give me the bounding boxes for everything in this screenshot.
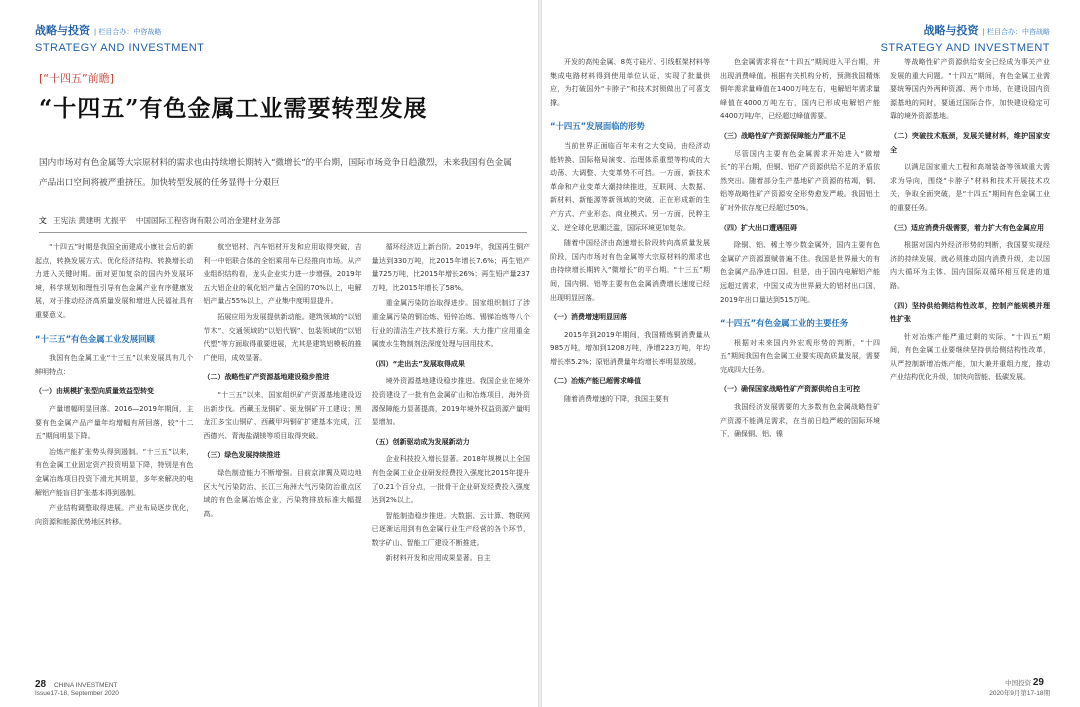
article-lede: 国内市场对有色金属等大宗原材料的需求也由持续增长期转入“微增长”的平台期，国际市场竞争日趋激烈，未来我国有色金属产品出口空间将被严重挤压。加快转型发展的任务显得十分艰巨 xyxy=(39,158,512,188)
paragraph: 重金属污染防治取得进步。国家组织制订了涉重金属污染的铜冶炼、铅锌冶炼、锡锑冶炼等八个行业的清洁生产技术推行方案。大力推广应用重金属废水生物制剂法深度处理与回用技术。 xyxy=(371,299,530,349)
paragraph: 产量增幅明显回落。2016—2019年期间，主要有色金属产品产量年均增幅有所回落，较“十二五”期间明显下降。 xyxy=(35,404,194,441)
right-issue: 2020年9月第17-18期 xyxy=(989,690,1050,697)
text-column xyxy=(720,56,880,646)
subsection-heading: （五）创新驱动成为发展新动力 xyxy=(371,437,470,446)
left-issue: Issue17-18, September 2020 xyxy=(35,690,119,697)
section-title: 战略与投资 xyxy=(35,24,90,37)
section-title-en: STRATEGY AND INVESTMENT xyxy=(880,41,1050,54)
subsection-heading: （二）冶炼产能已超需求峰值 xyxy=(550,377,641,386)
paragraph: 我国有色金属工业“十三五”以来发展具有几个鲜明特点： xyxy=(35,354,194,376)
section-heading: “十三五”有色金属工业发展回顾 xyxy=(35,333,155,344)
byline xyxy=(39,215,528,226)
paragraph: 针对冶炼产能严重过剩的实际，“十四五”期间，有色金属工业要继续坚持供给侧结构性改革，从严控制新增冶炼产能，加大兼并重组力度，推动产业结构优化升级，加快向智能、低碳发展。 xyxy=(890,332,1050,382)
paragraph: 循环经济迈上新台阶。2019年，我国再生铜产量达到330万吨，比2015年增长7.6%；再生铝产量725万吨，比2015年增长26%；再生铅产量237万吨，比2015年增长了58%。 xyxy=(371,243,530,292)
subsection-heading: （一）消费增速明显回落 xyxy=(550,313,627,322)
subsection-heading: （三）绿色发展持续推进 xyxy=(203,451,281,460)
paragraph: 企业科技投入增长显著。2018年规模以上全国有色金属工业企业研发经费投入强度比2015年提升了0.21个百分点，一批骨干企业研发经费投入强度达到2%以上。 xyxy=(371,455,530,505)
article-title: “十四五”有色金属工业需要转型发展 xyxy=(39,95,428,122)
left-footer xyxy=(35,679,119,697)
page-number-left: 28 xyxy=(35,679,47,690)
paragraph: 色金属需求将在“十四五”期间进入平台期，并出现消费峰值。根据有关机构分析，预测我国精炼铜年需求量峰值在1400万吨左右，电解铝年需求量峰值在4000万吨左右，国内已形成电解铝产能4400万吨/年，已经超过峰值需要。 xyxy=(720,58,880,121)
byline-label: 文 xyxy=(39,216,47,225)
divider xyxy=(39,232,527,233)
paragraph: 拓展应用为发展提供新动能。建筑领域的“以铝节木”、交通领域的“以铝代钢”、包装领域的“以铝代塑”等方面取得重要进展，尤其是建筑铝模板的推广使用，成效显著。 xyxy=(203,312,362,362)
left-page xyxy=(0,0,538,707)
section-heading: “十四五”发展面临的形势 xyxy=(550,121,645,132)
section-title: 战略与投资 xyxy=(923,24,979,37)
authors: 王宪法 黄建明 尤振平 xyxy=(53,216,127,225)
subsection-heading: （三）适应消费升级需要，着力扩大有色金属应用 xyxy=(890,223,1044,232)
paragraph: 根据对未来国内外宏观形势的判断，“十四五”期间我国有色金属工业要实现高质量发展，需要完成四大任务。 xyxy=(720,338,880,374)
paragraph: 2015年到2019年期间，我国精炼铜消费量从985万吨，增加到1208万吨，净增223万吨，年均增长率5.2%；原铝消费量年均增长率明显放缓。 xyxy=(550,330,710,366)
paragraph: 新材料开发和应用成果显著。自主 xyxy=(385,554,491,563)
subsection-heading: （四）“走出去”发展取得成果 xyxy=(371,359,465,368)
author-org: 中国国际工程咨询有限公司冶金建材业务部 xyxy=(135,216,281,225)
paragraph: 等战略性矿产资源供给安全已经成为事关产业发展的重大问题。“十四五”期间，有色金属工业需要统筹国内外两种资源、两个市场，在建设国内资源基地的同时，要通过国际合作，加快建设稳定可靠的境外资源基地。 xyxy=(890,58,1050,121)
text-column xyxy=(890,56,1050,646)
right-footer xyxy=(989,677,1050,697)
paragraph: 随着中国经济由高速增长阶段转向高质量发展阶段，国内市场对有色金属等大宗原材料的需求也由持续增长期转入“微增长”的平台期。“十三五”期间，国内铜、铝等主要有色金属消费增长速度已经出现明显回落。 xyxy=(550,239,710,302)
right-pub: 中国投资 xyxy=(1005,680,1032,687)
section-title-en: STRATEGY AND INVESTMENT xyxy=(35,41,205,54)
right-body-columns xyxy=(550,56,1050,646)
text-column xyxy=(372,241,530,646)
right-page xyxy=(542,0,1080,707)
page-number-right: 29 xyxy=(1032,677,1044,688)
paragraph: 根据对国内外经济形势的判断，我国要实现经济的持续发展，就必须推动国内消费升级，走以国内大循环为主体、国内国际双循环相互促进的道路。 xyxy=(890,241,1050,290)
paragraph: 智能制造稳步推进。大数据、云计算、物联网已逐渐运用到有色金属行业生产经营的各个环节，数字矿山、智能工厂建设不断推进。 xyxy=(371,511,530,547)
subsection-heading: （一）由规模扩张型向质量效益型转变 xyxy=(35,387,154,396)
kicker: [“十四五”前瞻] xyxy=(39,72,114,85)
paragraph: 产业结构调整取得进展。产业布局逐步优化，向资源和能源优势地区转移。 xyxy=(35,504,194,526)
right-header: 战略与投资 | 栏目合办：中咨战略 STRATEGY AND INVESTMENT xyxy=(550,22,1050,56)
paragraph: 以满足国家重大工程和高端装备等领域重大需求为导向，围绕“卡脖子”材料和技术开展技术攻关，争取全面突破，是“十四五”期间有色金属工业的重要任务。 xyxy=(890,163,1050,212)
paragraph: 我国经济发展需要的大多数有色金属战略性矿产资源不能满足需求，在当前日趋严峻的国际环境下，确保铜、铝、镍 xyxy=(720,403,880,439)
column-label: 栏目合办：中咨战略 xyxy=(987,28,1050,36)
column-label: 栏目合办：中咨战略 xyxy=(98,28,162,36)
paragraph: 开发的高纯金属、8英寸硅片、引线框架材料等集成电路材料得到使用单位认证，实现了批量供应，为打破国外“卡脖子”和技术封锁做出了可喜支撑。 xyxy=(550,58,710,107)
paragraph: 冶炼产能扩张势头得到遏制。“十三五”以来，有色金属工业固定资产投资明显下降，特别是有色金属冶炼项目投资下滑尤其明显，多年来解决的电解铝产能盲目扩张基本得到遏制。 xyxy=(35,447,194,497)
subsection-heading: （三）战略性矿产资源保障能力严重不足 xyxy=(720,131,846,140)
left-body-columns xyxy=(35,241,530,646)
paragraph: 除铜、铝、稀土等少数金属外，国内主要有色金属矿产资源禀赋普遍不佳。我国是世界最大的有色金属产品净进口国。但是，由于国内电解铝产能远超过需求，中国又成为世界最大的铝材出口国，2019年出口量达到515万吨。 xyxy=(720,241,880,304)
text-column xyxy=(550,56,710,646)
section-heading: “十四五”有色金属工业的主要任务 xyxy=(720,318,849,329)
paragraph: 当前世界正面临百年未有之大变局，由经济动能转换、国际格局演变、治理体系重塑等构成的大动荡、大调整、大变革势不可挡。一方面，新技术革命和产业变革大潮持续推进，互联网、大数据、新材料、新能源等新领域的突破，正在形成新的生产方式、产业形态、商业模式。另一方面，民粹主义、逆全球化思潮泛滥，国际环境更加复杂。 xyxy=(550,141,710,232)
paragraph: 航空铝材、汽车铝材开发和应用取得突破，吉利一中铝联合体的全铝乘用车已经推向市场。从产业组织结构看，龙头企业实力进一步增强，2019年五大铝企业的氧化铝产量占全国的70%以上，电解铝产量占55%以上，产业集中度明显提升。 xyxy=(203,243,362,306)
text-column xyxy=(203,241,361,646)
paragraph: “十三五”以来，国家组织矿产资源基地建设迈出新步伐。西藏玉龙铜矿、驱龙铜矿开工建设；黑龙江多宝山铜矿、西藏甲玛铜矿扩建基本完成，江西德兴、青海盐湖镁等项目取得突破。 xyxy=(203,390,362,440)
subsection-heading: （一）确保国家战略性矿产资源供给自主可控 xyxy=(720,385,860,394)
subsection-heading: （四）坚持供给侧结构性改革，控制产能规模并理性扩张 xyxy=(890,301,1050,324)
subsection-heading: （二）突破技术瓶颈，发展关键材料，维护国家安全 xyxy=(890,131,1050,154)
subsection-heading: （四）扩大出口遭遇阻碍 xyxy=(720,223,797,232)
paragraph: 境外资源基地建设稳步推进。我国企业在境外投资建设了一批有色金属矿山和冶炼项目，海外资源保障能力显著提高，2019年境外权益资源产量明显增加。 xyxy=(371,377,530,427)
paragraph: 绿色制造能力不断增强。目前京津冀及周边地区大气污染防治、长江三角洲大气污染防治重点区域的有色金属冶炼企业，污染物排放标准大幅提高。 xyxy=(203,468,362,518)
text-column xyxy=(35,241,193,646)
subsection-heading: （二）战略性矿产资源基地建设稳步推进 xyxy=(203,373,330,382)
paragraph: 尽管国内主要有色金属需求开始进入“微增长”的平台期，但铜、铝矿产资源供给不足的矛盾依然突出。随着部分生产基地矿产资源的枯竭，铜、铝等战略性矿产资源安全形势愈发严峻。我国铝土矿对外依存度已经超过50%。 xyxy=(720,149,880,212)
paragraph: 随着消费增速的下降，我国主要有 xyxy=(564,395,669,404)
left-header: 战略与投资 | 栏目合办：中咨战略 STRATEGY AND INVESTMENT xyxy=(35,22,528,56)
left-pub: CHINA INVESTMENT xyxy=(53,682,118,689)
paragraph: “十四五”时期是我国全面建成小康社会后的新起点，转换发展方式、优化经济结构、转换增长动力进入关键时期。面对更加复杂的国内外发展环境，科学规划和理性引导有色金属产业有序健康发展，对于推动经济高质量发展和增进人民福祉具有重要意义。 xyxy=(35,243,194,319)
